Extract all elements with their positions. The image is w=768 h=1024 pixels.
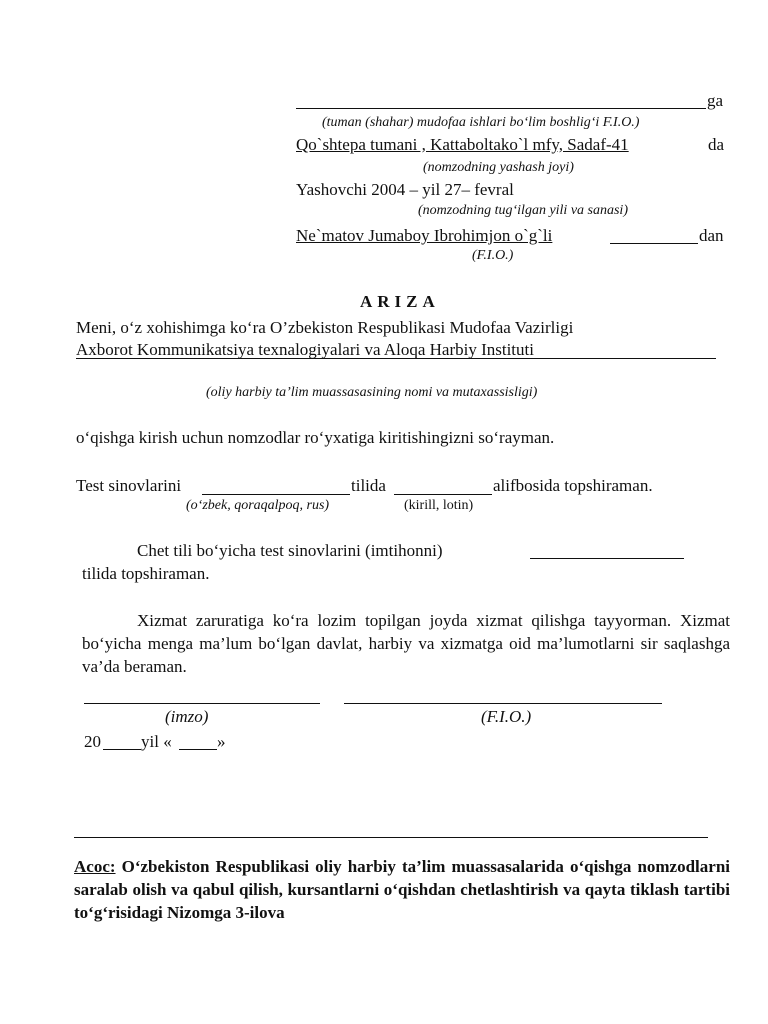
test-caption-language: (o‘zbek, qoraqalpoq, rus) (186, 498, 330, 513)
footer-divider (74, 837, 708, 838)
recipient-suffix: ga (707, 91, 724, 110)
footer-label: Acoc: (74, 857, 116, 876)
applicant-caption: (F.I.O.) (472, 248, 514, 263)
service-paragraph: Xizmat zaruratiga ko‘ra lozim topilgan joyda xizmat qilishga tayyorman. Xizmat bo‘yicha menga ma’lum bo‘lgan davlat, harbiy va xizmatga oid ma’lumotlarni sir saqlashga va’da beraman. (82, 611, 730, 676)
fio-line (344, 703, 662, 704)
signature-caption: (imzo) (165, 707, 209, 726)
test-alphabet-line (394, 494, 492, 495)
test-language-line (202, 494, 350, 495)
date-prefix: 20 (84, 732, 101, 751)
birth-caption: (nomzodning tug‘ilgan yili va sanasi) (418, 203, 628, 218)
applicant-suffix: dan (699, 226, 724, 245)
recipient-name-line (296, 108, 706, 109)
date-year-line (103, 749, 141, 750)
foreign-line-2: tilida topshiraman. (82, 564, 210, 583)
test-caption-alphabet: (kirill, lotin) (404, 498, 474, 513)
institute-line (76, 358, 716, 359)
foreign-line-1: Chet tili bo‘yicha test sinovlarini (imtihonni) (137, 541, 443, 560)
fio-caption: (F.I.O.) (481, 707, 532, 726)
applicant-name: Ne`matov Jumaboy Ibrohimjon o`g`li (296, 226, 553, 245)
recipient-caption: (tuman (shahar) mudofaa ishlari bo‘lim boshlig‘i F.I.O.) (322, 115, 640, 130)
date-day-line (179, 749, 217, 750)
applicant-name-line (610, 243, 698, 244)
body-line-3: o‘qishga kirish uchun nomzodlar ro‘yxatiga kiritishingizni so‘rayman. (76, 428, 555, 447)
body-line-1: Meni, o‘z xohishimga ko‘ra O’zbekiston Respublikasi Mudofaa Vazirligi (76, 318, 574, 337)
date-suffix: » (217, 732, 226, 751)
address-suffix: da (708, 135, 725, 154)
birth-text: Yashovchi 2004 – yil 27– fevral (296, 180, 514, 199)
address-caption: (nomzodning yashash joyi) (423, 160, 574, 175)
footer-note (74, 855, 730, 924)
signature-line (84, 703, 320, 704)
document-title: ARIZA (360, 292, 440, 311)
body-line-2: Axborot Kommunikatsiya texnalogiyalari va Aloqa Harbiy Instituti (76, 340, 534, 359)
test-suffix: alifbosida topshiraman. (493, 476, 653, 495)
test-prefix: Test sinovlarini (76, 476, 182, 495)
date-mid: yil « (141, 732, 172, 751)
test-mid: tilida (351, 476, 386, 495)
address-text: Qo`shtepa tumani , Kattaboltako`l mfy, Sadaf-41 (296, 135, 629, 154)
footer-text: O‘zbekiston Respublikasi oliy harbiy ta’lim muassasalarida o‘qishga nomzodlarni saralab olish va qabul qilish, kursantlarni o‘qishdan chetlashtirish va qayta tiklash tartibi to‘g‘risidagi Nizomga 3-ilova (74, 857, 730, 922)
foreign-language-line (530, 558, 684, 559)
institute-caption: (oliy harbiy ta’lim muassasasining nomi va mutaxassisligi) (206, 385, 538, 400)
